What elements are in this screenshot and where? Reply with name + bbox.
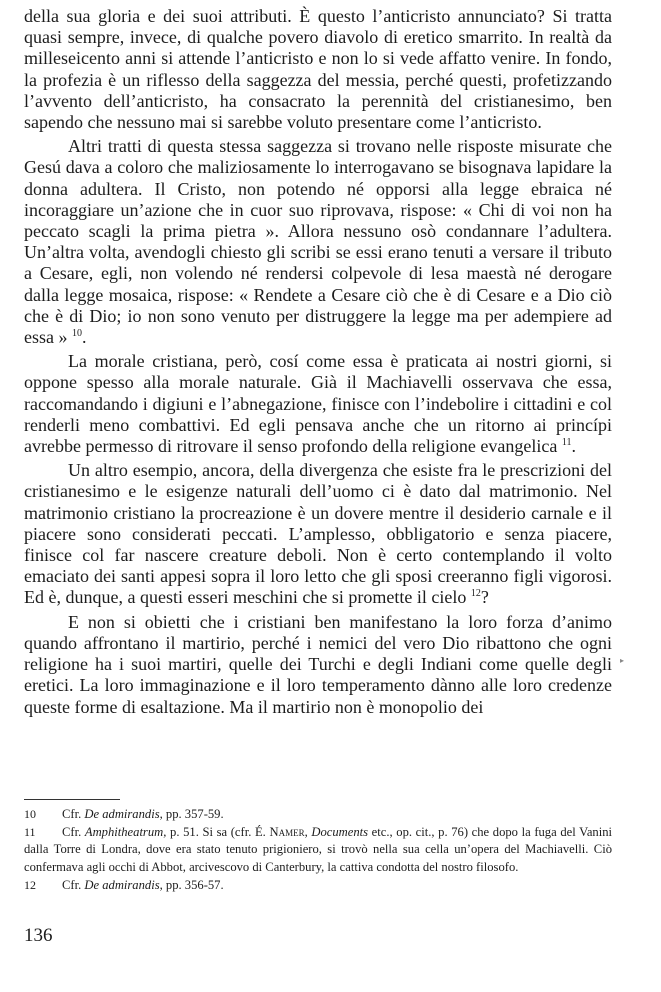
paragraph-p4: [24, 460, 612, 608]
footnote-separator: [24, 799, 120, 800]
text-run: Cfr.: [62, 825, 85, 840]
footnote-fn11: [24, 824, 612, 876]
author-name: Namer: [269, 825, 305, 840]
page-number: 136: [24, 925, 53, 946]
footnote-number: 10: [24, 807, 36, 821]
text-run: .: [82, 327, 87, 348]
text-run: Un altro esempio, ancora, della divergenza che esiste fra le prescrizioni del cristianesimo e le esigenze naturali dell’uomo ci è dato dal matrimonio. Nel matrimonio cristiano la procreazione è un dovere mentre il desiderio carnale e il piacere sono considerati peccati. L’amplesso, obbligatorio e senza piacere, finisce col far nascere creature deboli. Non è certo contemplando il volto emaciato dei santi appesi sopra il loro letto che gli sposi creeranno figli vigorosi. Ed è, dunque, a questi esseri meschini che si promette il cielo: [24, 460, 612, 608]
footnote-reference: 10: [72, 328, 82, 340]
text-run: p. 51. Si sa (cfr. É.: [166, 825, 270, 840]
text-run: Altri tratti di questa stessa saggezza si trovano nelle risposte misurate che Gesú dava a coloro che maliziosamente lo interrogavano se bisognava lapidare la donna adultera. Il Cristo, non potendo né opporsi alla legge ebraica né incoraggiare un’azione che in cuor suo riprovava, rispose: « Chi di voi non ha peccato scagli la prima pietra ». Allora nessuno osò condannare l’adultera. Un’altra volta, avendogli chiesto gli scribi se essi erano tenuti a versare il tributo a Cesare, egli, non volendo né rendersi colpevole di lesa maestà né derogare dalla legge mosaica, rispose: « Rendete a Cesare ciò che è di Cesare e a Dio ciò che è di Dio; io non sono venuto per distruggere la legge ma per adempiere ad essa »: [24, 136, 612, 348]
footnote-fn10: [24, 806, 612, 823]
paragraph-p3: [24, 351, 612, 457]
text-run: pp. 356-57.: [162, 877, 224, 892]
text-run: La morale cristiana, però, cosí come essa è praticata ai nostri giorni, si oppone spesso alla morale naturale. Già il Machiavelli osservava che essa, raccomandando i digiuni e l’abnegazione, finisce con l’indebolire i cittadini e col renderli meno combattivi. Ed egli pensava anche che un ritorno ai princípi avrebbe permesso di ritrovare il senso profondo della religione evangelica: [24, 351, 612, 457]
text-run: della sua gloria e dei suoi attributi. È questo l’anticristo annunciato? Si tratta quasi sempre, invece, di qualche povero diavolo di eretico smarrito. In realtà da milleseicento anni si attende l’anticristo e non lo si vede affatto venire. In fondo, la profezia è un riflesso della saggezza del messia, perché questi, profetizzando l’avvento dell’anticristo, ha consacrato la perennità del cristianesimo, ben sapendo che nessuno mai si sarebbe voluto presentare come l’anticristo.: [24, 6, 612, 133]
text-run: Cfr.: [62, 807, 85, 821]
footnote-fn12: [24, 877, 612, 894]
text-run: E non si obietti che i cristiani ben manifestano la loro forza d’animo quando affrontano il martirio, perché i nemici del vero Dio ribattono che ogni religione ha i suoi martiri, quelle dei Turchi e degli Indiani come quelle degli eretici. La loro immaginazione e il loro temperamento dànno alle loro credenze queste forme di esaltazione. Ma il martirio non è monopolio dei: [24, 611, 612, 717]
paragraph-p2: [24, 136, 612, 348]
book-page: [24, 0, 612, 992]
text-run: ,: [304, 825, 312, 840]
footnotes: [24, 806, 612, 895]
body-text: [24, 6, 612, 718]
text-run: etc., op. cit., p. 76) che dopo la fuga del Vanini dalla Torre di Londra, dove era stato tenuto prigioniero, si trovò nella sua cella un’opera del Machiavelli. Ciò confermava agli occhi di Abbot, arcivescovo di Canterbury, la cattiva condotta del nostro filosofo.: [24, 825, 612, 874]
footnote-reference: 12: [470, 588, 481, 600]
italic-title: De admirandis,: [84, 877, 163, 892]
text-run: Cfr.: [62, 877, 85, 892]
margin-mark: ▸: [620, 656, 625, 665]
footnote-reference: 11: [561, 437, 572, 449]
italic-title: De admirandis,: [84, 807, 163, 821]
footnote-number: 12: [24, 877, 36, 892]
text-run: ?: [480, 587, 489, 608]
italic-title: Amphitheatrum,: [84, 825, 167, 840]
paragraph-p5: [24, 612, 612, 718]
text-run: pp. 357-59.: [162, 807, 224, 821]
text-run: .: [571, 436, 576, 457]
footnote-number: 11: [24, 825, 36, 840]
italic-title: Documents: [311, 825, 369, 840]
paragraph-p1: [24, 6, 612, 133]
